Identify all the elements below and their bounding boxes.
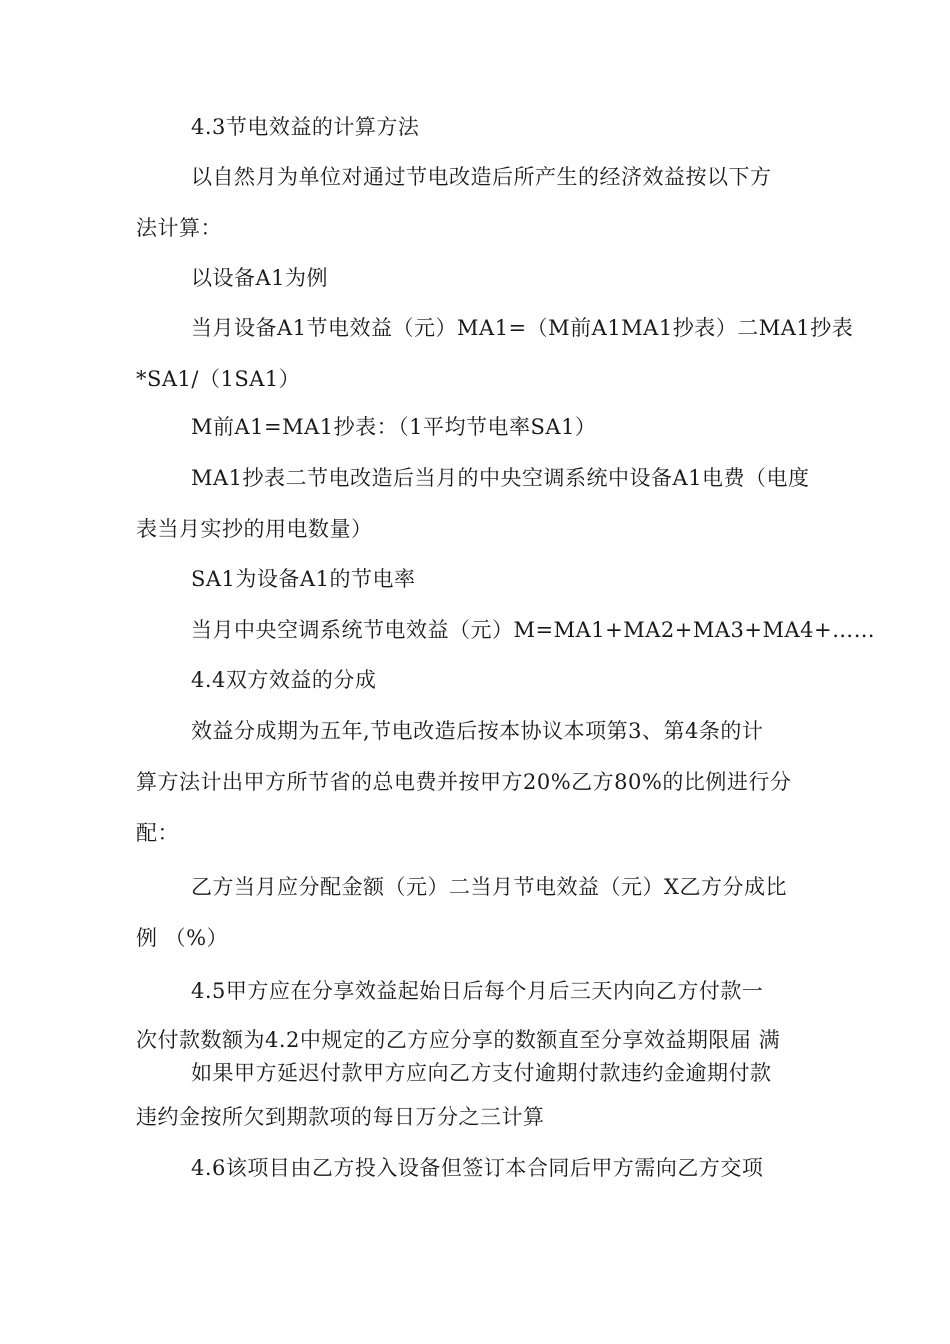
paragraph-line: 配： <box>136 821 179 845</box>
paragraph-line: 效益分成期为五年,节电改造后按本协议本项第3、第4条的计 <box>191 719 764 743</box>
formula-line: 乙方当月应分配金额（元）二当月节电效益（元）X乙方分成比 <box>191 875 787 899</box>
paragraph-line: MA1抄表二节电改造后当月的中央空调系统中设备A1电费（电度 <box>191 466 810 490</box>
paragraph-line: SA1为设备A1的节电率 <box>191 567 416 591</box>
section-heading-4-5: 4.5甲方应在分享效益起始日后每个月后三天内向乙方付款一 <box>191 979 764 1003</box>
paragraph-line: 次付款数额为4.2中规定的乙方应分享的数额直至分享效益期限届 满 <box>136 1028 781 1052</box>
paragraph-line: 以自然月为单位对通过节电改造后所产生的经济效益按以下方 <box>191 165 772 189</box>
section-heading-4-6: 4.6该项目由乙方投入设备但签订本合同后甲方需向乙方交项 <box>191 1156 764 1180</box>
formula-line: 例 （%） <box>136 926 229 950</box>
paragraph-line: 以设备A1为例 <box>191 266 329 290</box>
section-heading-4-4: 4.4双方效益的分成 <box>191 668 377 692</box>
formula-line: 当月设备A1节电效益（元）MA1=（M前A1MA1抄表）二MA1抄表 <box>191 316 854 340</box>
paragraph-line: 表当月实抄的用电数量） <box>136 517 373 541</box>
formula-line: *SA1/（1SA1） <box>136 367 301 391</box>
paragraph-line: 违约金按所欠到期款项的每日万分之三计算 <box>136 1105 545 1129</box>
section-heading-4-3: 4.3节电效益的计算方法 <box>191 115 420 139</box>
paragraph-line: 法计算： <box>136 216 222 240</box>
paragraph-line: 算方法计出甲方所节省的总电费并按甲方20%乙方80%的比例进行分 <box>136 770 792 794</box>
formula-line: M前A1=MA1抄表：（1平均节电率SA1） <box>191 415 597 439</box>
formula-line: 当月中央空调系统节电效益（元）M=MA1+MA2+MA3+MA4+…… <box>191 618 876 642</box>
paragraph-line: 如果甲方延迟付款甲方应向乙方支付逾期付款违约金逾期付款 <box>191 1061 772 1085</box>
